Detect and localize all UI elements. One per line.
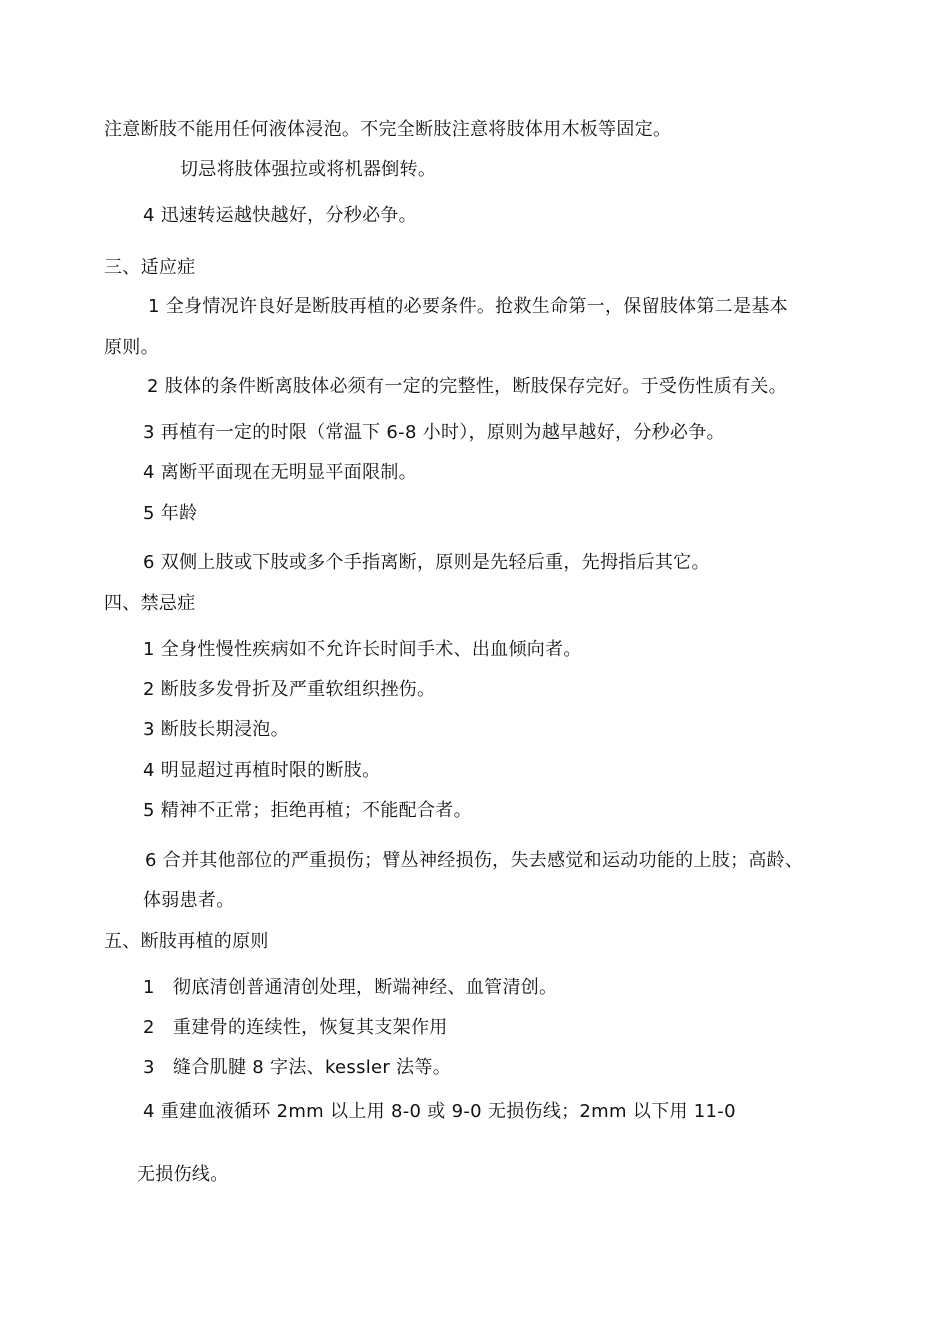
section-3-item-3: 3 再植有一定的时限（常温下 6-8 小时），原则为越早越好，分秒必争。: [143, 422, 725, 443]
section-5-item-1: 1 彻底清创普通清创处理，断端神经、血管清创。: [143, 977, 558, 998]
section-5-item-3: 3 缝合肌腱 8 字法、kessler 法等。: [143, 1057, 452, 1078]
section-3-item-1-cont: 原则。: [104, 337, 159, 358]
section-4-item-6-cont: 体弱患者。: [143, 890, 235, 911]
intro-line-3: 4 迅速转运越快越好，分秒必争。: [143, 205, 417, 226]
section-4-item-3: 3 断肢长期浸泡。: [143, 719, 289, 740]
section-5-heading: 五、断肢再植的原则: [104, 931, 269, 952]
intro-line-1: 注意断肢不能用任何液体浸泡。不完全断肢注意将肢体用木板等固定。: [104, 119, 672, 140]
section-4-heading: 四、禁忌症: [104, 593, 196, 614]
section-4-item-6: 6 合并其他部位的严重损伤；臂丛神经损伤，失去感觉和运动功能的上肢；高龄、: [145, 850, 804, 871]
section-3-item-5: 5 年龄: [143, 503, 198, 524]
section-4-item-5: 5 精神不正常；拒绝再植；不能配合者。: [143, 800, 472, 821]
section-3-item-6: 6 双侧上肢或下肢或多个手指离断，原则是先轻后重，先拇指后其它。: [143, 552, 710, 573]
section-5-item-4-cont: 无损伤线。: [137, 1164, 229, 1185]
section-4-item-1: 1 全身性慢性疾病如不允许长时间手术、出血倾向者。: [143, 639, 582, 660]
section-3-item-1: 1 全身情况许良好是断肢再植的必要条件。抢救生命第一，保留肢体第二是基本: [148, 296, 788, 317]
section-4-item-4: 4 明显超过再植时限的断肢。: [143, 760, 381, 781]
section-5-item-4: 4 重建血液循环 2mm 以上用 8-0 或 9-0 无损伤线；2mm 以下用 11-0: [143, 1101, 736, 1122]
section-5-item-2: 2 重建骨的连续性，恢复其支架作用: [143, 1017, 448, 1038]
intro-line-2: 切忌将肢体强拉或将机器倒转。: [180, 159, 437, 180]
section-3-item-4: 4 离断平面现在无明显平面限制。: [143, 462, 417, 483]
section-3-heading: 三、适应症: [104, 257, 196, 278]
section-3-item-2: 2 肢体的条件断离肢体必须有一定的完整性，断肢保存完好。于受伤性质有关。: [147, 376, 787, 397]
section-4-item-2: 2 断肢多发骨折及严重软组织挫伤。: [143, 679, 436, 700]
